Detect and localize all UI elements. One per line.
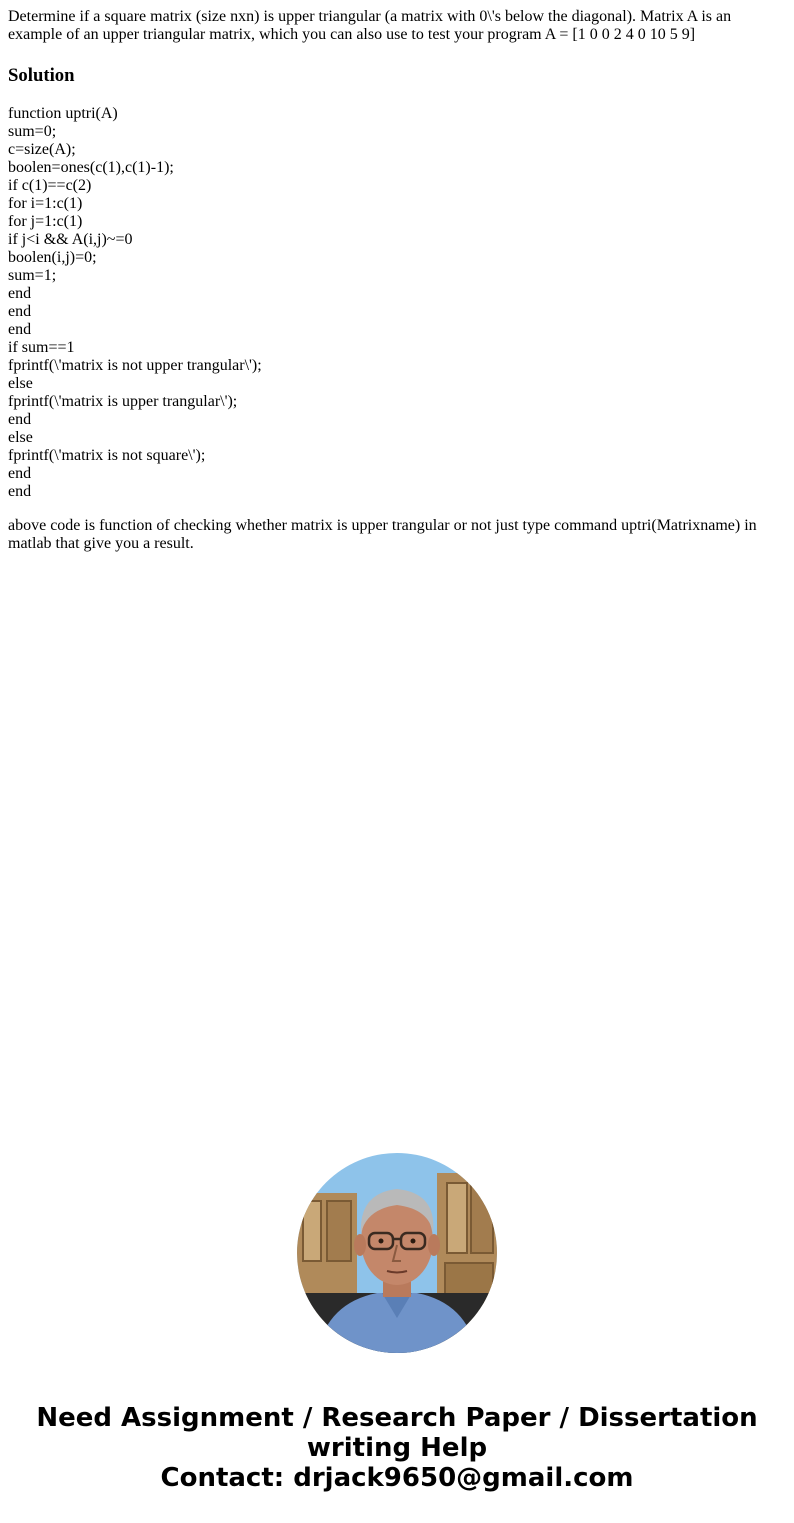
code-line: if c(1)==c(2) [8,177,92,194]
code-line: c=size(A); [8,141,76,158]
code-line: for i=1:c(1) [8,195,83,212]
code-line: boolen=ones(c(1),c(1)-1); [8,159,174,176]
question-text: Determine if a square matrix (size nxn) is upper triangular (a matrix with 0\'s below the diagonal). Matrix A is an example of an upper triangular matrix, which you can also use to test your program A = [1 0 0 2 4 0 10 5 9] [8,8,732,43]
code-line: boolen(i,j)=0; [8,249,97,266]
code-line: function uptri(A) [8,105,118,122]
code-line: end [8,321,32,338]
code-line: else [8,375,33,392]
code-line: sum=0; [8,123,57,140]
code-line: end [8,285,32,302]
code-line: if sum==1 [8,339,75,356]
code-block [8,105,778,501]
code-line: end [8,303,32,320]
promo-banner [0,1403,794,1493]
promo-line: writing Help [306,1433,488,1463]
code-line: end [8,411,32,428]
code-line: end [8,483,32,500]
code-line: fprintf(\'matrix is not upper trangular\'); [8,357,262,374]
author-portrait-icon [297,1153,497,1353]
promo-line: Need Assignment / Research Paper / Dissertation [36,1403,758,1433]
solution-explanation: above code is function of checking whether matrix is upper trangular or not just type command uptri(Matrixname) in matlab that give you a result. [8,517,757,552]
solution-heading: Solution [8,65,75,86]
code-line: else [8,429,33,446]
promo-contact: Contact: drjack9650@gmail.com [160,1463,634,1493]
code-line: if j<i && A(i,j)~=0 [8,231,133,248]
code-line: fprintf(\'matrix is not square\'); [8,447,206,464]
code-line: end [8,465,32,482]
code-line: for j=1:c(1) [8,213,83,230]
document-content [8,8,778,553]
code-line: fprintf(\'matrix is upper trangular\'); [8,393,238,410]
code-line: sum=1; [8,267,57,284]
